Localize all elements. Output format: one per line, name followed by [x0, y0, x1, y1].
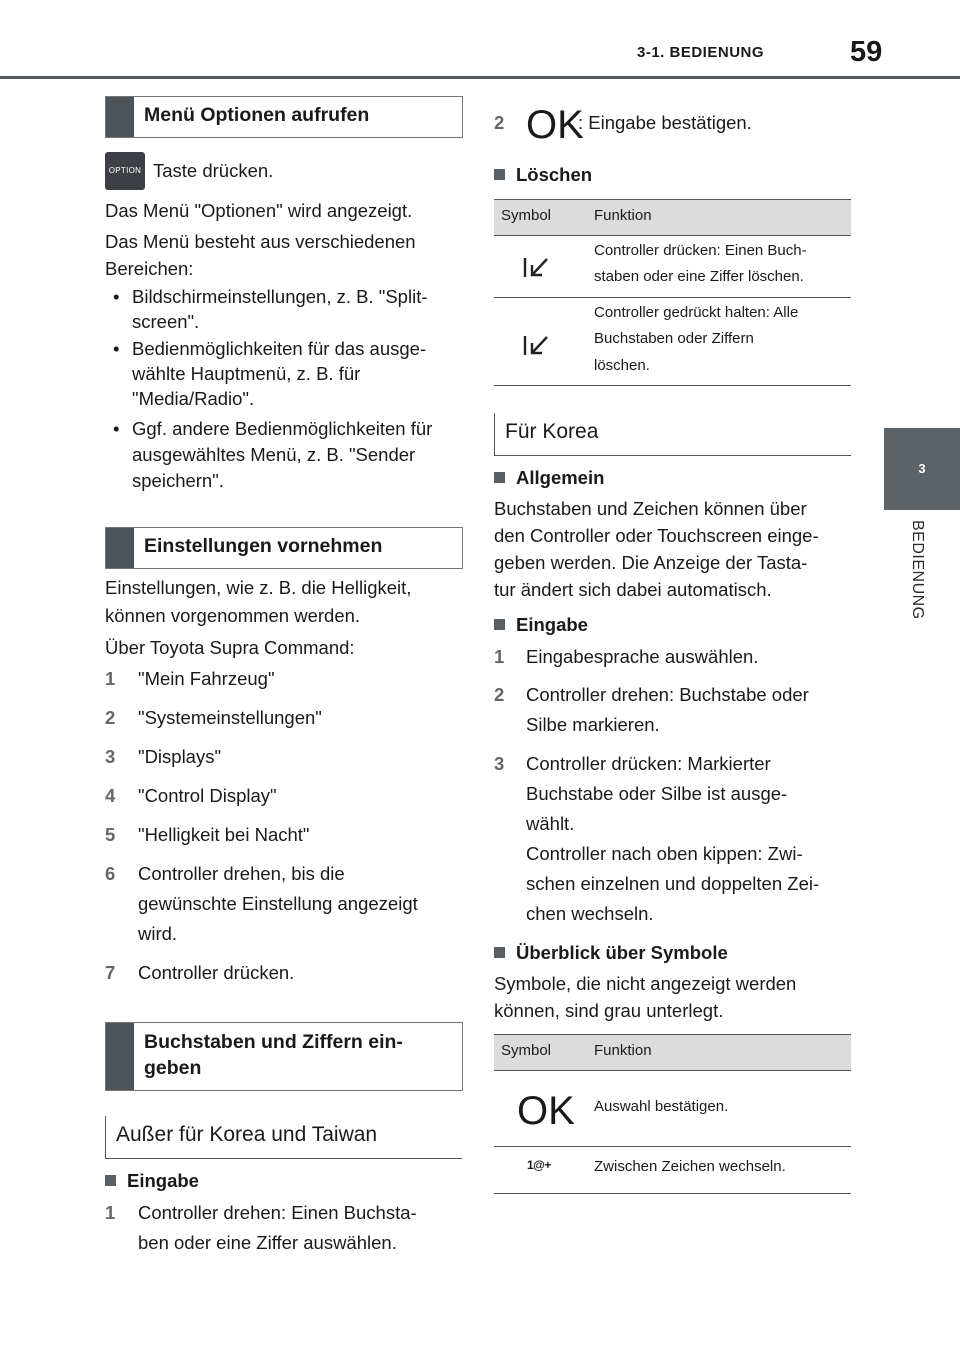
subsection-input-korea	[494, 614, 588, 636]
step-text: ben oder eine Ziffer auswählen.	[138, 1232, 397, 1253]
table-rule	[494, 1070, 851, 1071]
step-text: wählt.	[526, 813, 575, 834]
step-number: 7	[105, 962, 116, 983]
step-text: wird.	[138, 923, 178, 944]
heading-settings-text: Einstellungen vornehmen	[144, 535, 383, 557]
step-number: 1	[494, 646, 505, 667]
table-rule	[494, 1146, 851, 1147]
chapter-tab: 3	[884, 428, 960, 510]
step-text: schen einzelnen und doppelten Zei-	[526, 873, 820, 894]
delete-icon	[522, 255, 552, 281]
table-rule	[494, 297, 851, 298]
step-text: chen wechseln.	[526, 903, 654, 924]
heading-menu-options-text: Menü Optionen aufrufen	[144, 104, 370, 126]
bullet-line: Ggf. andere Bedienmöglichkeiten für	[132, 418, 433, 439]
switch-characters-icon: 1@+	[527, 1158, 551, 1172]
step-number: 5	[105, 824, 116, 845]
table-header-symbol: Symbol	[501, 207, 552, 224]
symbols-text-line: Symbole, die nicht angezeigt werden	[494, 973, 797, 994]
table-cell: staben oder eine Ziffer löschen.	[594, 268, 804, 285]
step-number: 4	[105, 785, 116, 806]
table-header-function: Funktion	[594, 207, 652, 224]
subsection-general-text: Allgemein	[516, 467, 605, 488]
step-text: gewünschte Einstellung angezeigt	[138, 893, 418, 914]
subheading-rule	[105, 1158, 462, 1159]
general-text-line: tur ändert sich dabei automatisch.	[494, 579, 772, 600]
table-cell: Controller drücken: Einen Buch-	[594, 242, 807, 259]
bullet-list-item: •	[113, 286, 120, 307]
general-text-line: Buchstaben und Zeichen können über	[494, 498, 807, 519]
subsection-input-korea-text: Eingabe	[516, 614, 588, 635]
bullet-line: screen".	[132, 311, 200, 332]
step-text: Buchstabe oder Silbe ist ausge-	[526, 783, 788, 804]
step-text: "Systemeinstellungen"	[138, 707, 322, 728]
step-number: 6	[105, 863, 116, 884]
ok-step-text: : Eingabe bestätigen.	[578, 112, 752, 133]
header-rule	[0, 76, 960, 79]
heading-menu-options	[105, 96, 463, 138]
step-text: Controller drehen, bis die	[138, 863, 345, 884]
step-number: 3	[494, 753, 505, 774]
step-number: 3	[105, 746, 116, 767]
heading-settings	[105, 527, 463, 569]
step-text: Eingabesprache auswählen.	[526, 646, 759, 667]
table-cell: Controller gedrückt halten: Alle	[594, 304, 799, 321]
menu-consists-line2: Bereichen:	[105, 258, 194, 279]
subsection-general	[494, 467, 604, 489]
step-text: Controller drehen: Einen Buchsta-	[138, 1202, 417, 1223]
ok-icon: OK	[517, 1089, 575, 1133]
subheading-korea: Für Korea	[505, 420, 599, 443]
step-text: "Control Display"	[138, 785, 277, 806]
step-number: 1	[105, 1202, 116, 1223]
step-number: 1	[105, 668, 116, 689]
chapter-label: BEDIENUNG	[909, 520, 926, 620]
subheading-rule-vertical	[105, 1116, 106, 1158]
table-bottom-rule	[494, 385, 851, 386]
heading-letters-digits	[105, 1022, 463, 1091]
subsection-input-text: Eingabe	[127, 1170, 199, 1191]
general-text-line: geben werden. Die Anzeige der Tasta-	[494, 552, 808, 573]
option-text: Taste drücken.	[153, 160, 274, 181]
table-header-function: Funktion	[594, 1042, 652, 1059]
step-text: Silbe markieren.	[526, 714, 660, 735]
subheading-rule-vertical	[494, 413, 495, 455]
delete-all-icon	[522, 333, 552, 359]
step-text: "Helligkeit bei Nacht"	[138, 824, 310, 845]
ok-icon: OK	[526, 103, 584, 147]
bullet-line: Bildschirmeinstellungen, z. B. "Split-	[132, 286, 428, 307]
symbols-text-line: können, sind grau unterlegt.	[494, 1000, 724, 1021]
settings-text-line2: können vorgenommen werden.	[105, 605, 361, 626]
heading-letters-line1: Buchstaben und Ziffern ein-	[144, 1031, 403, 1053]
table-cell: Zwischen Zeichen wechseln.	[594, 1158, 786, 1175]
bullet-line: Bedienmöglichkeiten für das ausge-	[132, 338, 427, 359]
subsection-input	[105, 1170, 199, 1192]
step-text: Controller nach oben kippen: Zwi-	[526, 843, 803, 864]
step-text: "Displays"	[138, 746, 222, 767]
subsection-symbols	[494, 942, 728, 964]
step-text: Controller drehen: Buchstabe oder	[526, 684, 809, 705]
subsection-delete	[494, 164, 592, 186]
option-button-icon: OPTION	[105, 152, 145, 190]
step-text: Controller drücken: Markierter	[526, 753, 771, 774]
heading-letters-line2: geben	[144, 1057, 202, 1079]
table-cell: löschen.	[594, 357, 650, 374]
subsection-symbols-text: Überblick über Symbole	[516, 942, 728, 963]
section-title: 3-1. BEDIENUNG	[637, 44, 765, 61]
bullet-line: wählte Hauptmenü, z. B. für	[132, 363, 361, 384]
table-cell: Buchstaben oder Ziffern	[594, 330, 754, 347]
menu-shown-text: Das Menü "Optionen" wird angezeigt.	[105, 200, 413, 221]
via-command-text: Über Toyota Supra Command:	[105, 637, 355, 658]
bullet-line: "Media/Radio".	[132, 388, 255, 409]
table-cell: Auswahl bestätigen.	[594, 1098, 729, 1115]
table-bottom-rule	[494, 1193, 851, 1194]
page-number: 59	[850, 36, 883, 68]
subheading-rule	[494, 455, 851, 456]
bullet-list-item: •	[113, 338, 120, 359]
step-text: Controller drücken.	[138, 962, 295, 983]
subsection-delete-text: Löschen	[516, 164, 593, 185]
step-number: 2	[494, 684, 505, 705]
bullet-list-item: •	[113, 418, 120, 439]
settings-text-line1: Einstellungen, wie z. B. die Helligkeit,	[105, 577, 412, 598]
step-text: "Mein Fahrzeug"	[138, 668, 275, 689]
subheading-except-korea: Außer für Korea und Taiwan	[116, 1123, 378, 1146]
bullet-line: speichern".	[132, 470, 224, 491]
table-header-symbol: Symbol	[501, 1042, 552, 1059]
table-rule	[494, 235, 851, 236]
general-text-line: den Controller oder Touchscreen einge-	[494, 525, 819, 546]
bullet-line: ausgewähltes Menü, z. B. "Sender	[132, 444, 416, 465]
menu-consists-line1: Das Menü besteht aus verschiedenen	[105, 231, 416, 252]
step-number: 2	[494, 112, 505, 133]
step-number: 2	[105, 707, 116, 728]
